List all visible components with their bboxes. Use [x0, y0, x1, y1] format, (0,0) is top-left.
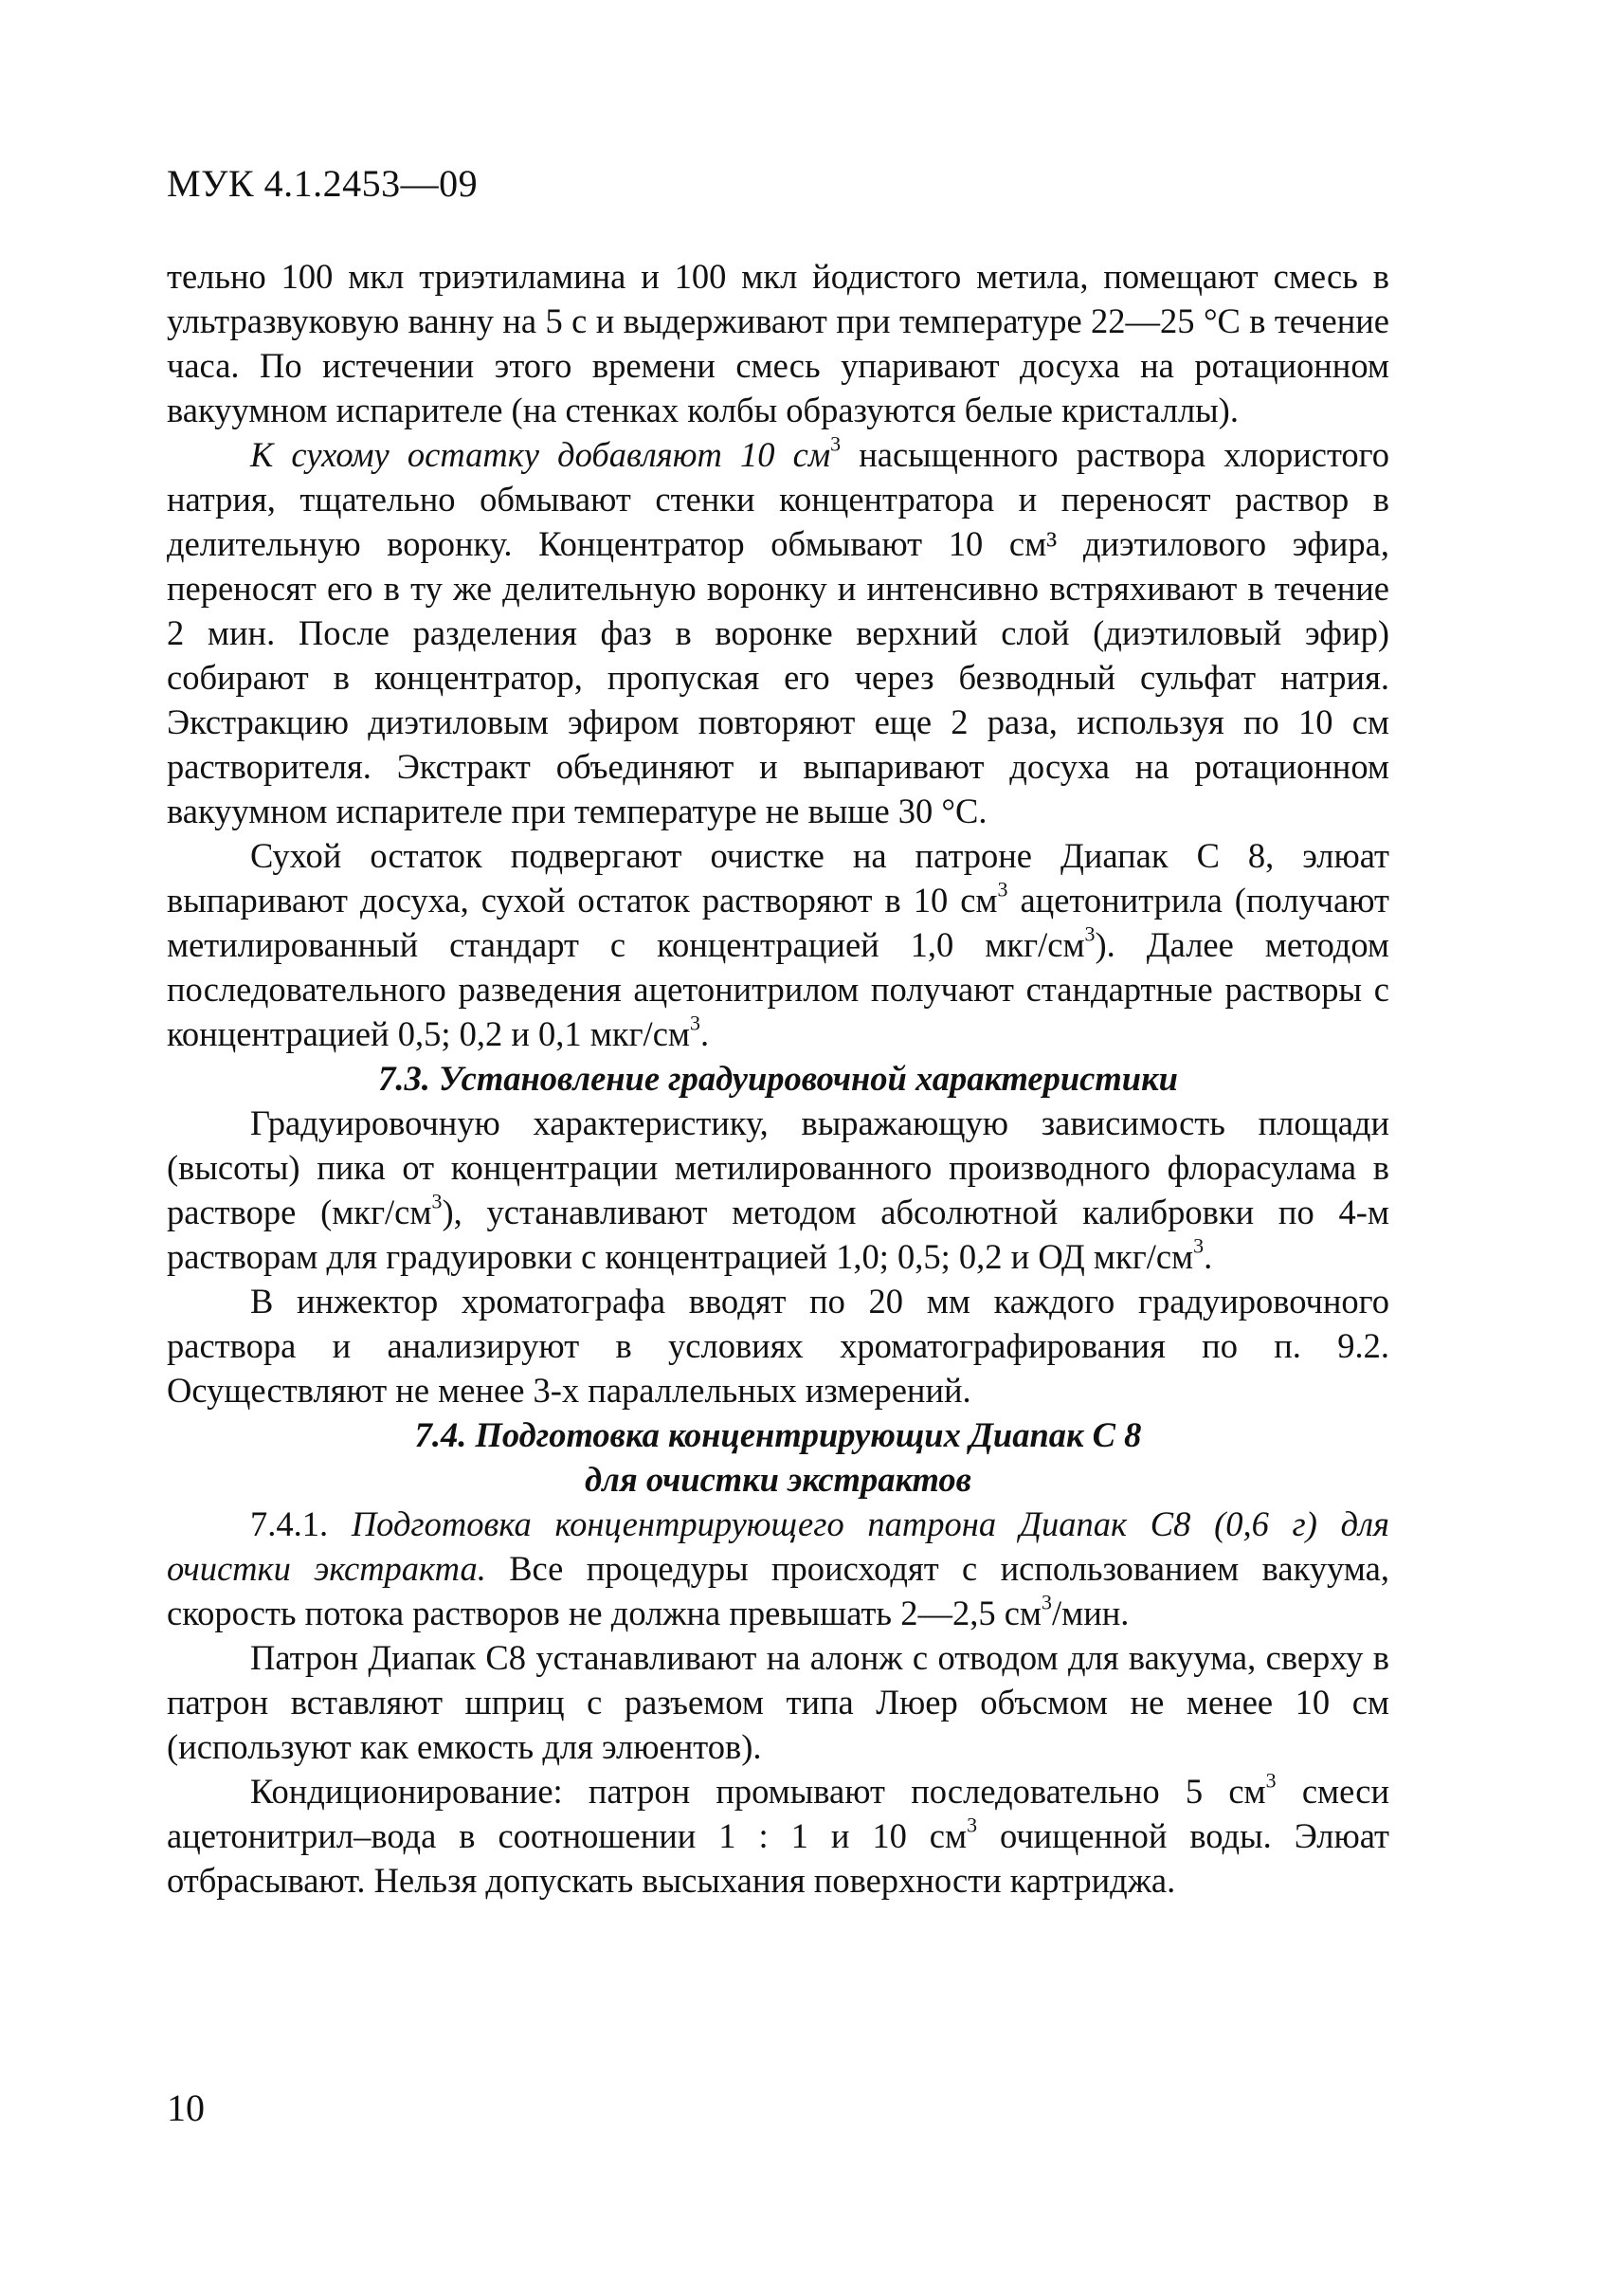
subsection-title: Подготовка концентрирующего патрона Диапак С8 (0,6 г) для очистки экстракта. — [167, 1504, 1389, 1588]
paragraph-text: очищенной воды. Элюат отбрасывают. Нельзя допускать высыхания поверхности картриджа. — [167, 1816, 1389, 1900]
paragraph-text: ), устанавливают методом абсолютной калибровки по 4-м растворам для градуировки с концентрацией 1,0; 0,5; 0,2 и ОД мкг/см — [167, 1193, 1389, 1276]
section-heading-7-3 — [167, 1056, 1389, 1101]
paragraph-text: ацетонитрила (получают метилированный стандарт с концентрацией 1,0 мкг/см — [167, 881, 1390, 964]
superscript: 3 — [967, 1813, 978, 1837]
paragraph-text: . — [1204, 1237, 1213, 1276]
paragraph-text: Все процедуры происходят с использованием вакуума, скорость потока растворов не должна превышать 2—2,5 см — [167, 1549, 1389, 1632]
paragraph-text: Сухой остаток подвергают очистке на патроне Диапак С 8, элюат выпаривают досуха, сухой остаток растворяют в 10 см — [167, 836, 1389, 920]
running-header: МУК 4.1.2453—09 — [167, 162, 479, 205]
paragraph-continuation: тельно 100 мкл триэтиламина и 100 мкл йодистого метила, помещают смесь в ультразвуковую ванну на 5 с и выдерживают при температуре 22—25 °С в течение часа. По истечении этого времени смесь упаривают досуха на ротационном вакуумном испарителе (на стенках колбы образуются белые кристаллы). — [167, 257, 1389, 429]
paragraph-calibration — [167, 1101, 1389, 1279]
paragraph-7-4-1 — [167, 1502, 1389, 1635]
paragraph-text: Кондиционирование: патрон промывают последовательно 5 см — [250, 1772, 1266, 1811]
paragraph-text: . — [699, 1014, 710, 1053]
superscript: 3 — [1193, 1233, 1205, 1258]
paragraph-text: Градуировочную характеристику, выражающую зависимость площади (высоты) пика от концентрации метилированного производного флорасулама в растворе (мкг/см — [167, 1103, 1389, 1231]
paragraph-injector: В инжектор хроматографа вводят по 20 мм каждого градуировочного раствора и анализируют в условиях хроматографирования по п. 9.2. Осуществляют не менее 3-х параллельных измерений. — [167, 1282, 1389, 1410]
section-heading-text: 7.3. Установление градуировочной характеристики — [378, 1059, 1178, 1098]
paragraph-conditioning — [167, 1769, 1389, 1903]
superscript: 3 — [1042, 1590, 1052, 1614]
paragraph-sodium-chloride — [167, 432, 1389, 833]
italic-lead: К сухому остатку добавляют 10 см — [250, 435, 831, 474]
paragraph-text: смеси ацетонитрил–вода в соотношении 1 : 1 и 10 см — [167, 1772, 1389, 1855]
page-number: 10 — [167, 2086, 205, 2129]
paragraph-cleanup — [167, 833, 1389, 1056]
superscript: 3 — [1084, 921, 1096, 946]
paragraph-text: насыщенного раствора хлористого натрия, тщательно обмывают стенки концентратора и переносят раствор в делительную воронку. Концентратор обмывают 10 см³ диэтилового эфира, переносят его в ту же делительную воронку и интенсивно встряхивают в течение 2 мин. После разделения фаз в воронке верхний слой (диэтиловый эфир) собирают в концентратор, пропуская его через безводный сульфат натрия. Экстракцию диэтиловым эфиром повторяют еще 2 раза, используя по 10 см растворителя. Экстракт объединяют и выпаривают досуха на ротационном вакуумном испарителе при температуре не выше 30 °С. — [167, 435, 1389, 830]
section-heading-line-2: для очистки экстрактов — [585, 1460, 971, 1499]
superscript: 3 — [830, 431, 842, 456]
superscript: 3 — [1265, 1768, 1277, 1793]
superscript: 3 — [431, 1189, 443, 1213]
paragraph-text: ). Далее методом последовательного разведения ацетонитрилом получают стандартные растворы с концентрацией 0,5; 0,2 и 0,1 мкг/см — [167, 925, 1389, 1053]
section-heading-line-1: 7.4. Подготовка концентрирующих Диапак С 8 — [414, 1415, 1142, 1454]
paragraph-text: /мин. — [1051, 1594, 1130, 1632]
superscript: 3 — [997, 877, 1008, 902]
page-body — [167, 254, 1389, 1903]
subsection-number: 7.4.1. — [250, 1504, 352, 1543]
section-heading-7-4 — [167, 1412, 1389, 1502]
paragraph-cartridge: Патрон Диапак С8 устанавливают на алонж с отводом для вакуума, сверху в патрон вставляют шприц с разъемом типа Люер объсмом не менее 10 см (используют как емкость для элюентов). — [167, 1638, 1389, 1766]
superscript: 3 — [690, 1011, 700, 1035]
